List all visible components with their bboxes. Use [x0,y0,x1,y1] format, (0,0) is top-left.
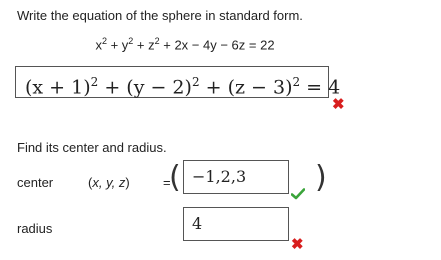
open-paren: ( [169,160,181,195]
center-answer-field[interactable]: −1,2,3 [183,160,289,194]
radius-label: radius [17,221,53,236]
given-equation: $x^2 + y^2 + z^2 + 2x - 4y - 6z = 22$ [95,36,275,53]
part2-prompt: Find its center and radius. [17,140,167,155]
coord-vars-label: (x, y, z) [88,175,130,190]
question-prompt: Write the equation of the sphere in standard form. [17,8,303,23]
x-mark-icon: ✖ [291,236,304,253]
checkmark-icon [291,188,305,200]
sphere-equation-answer-field[interactable]: $(x + 1)^2 + (y - 2)^2 + (z - 3)^2 = 4$ [15,66,329,98]
center-label: center [17,175,54,190]
equals-sign: = [163,175,171,190]
close-paren: ) [315,160,327,195]
x-mark-icon: ✖ [332,96,345,113]
radius-answer-field[interactable]: 4 [183,207,289,241]
